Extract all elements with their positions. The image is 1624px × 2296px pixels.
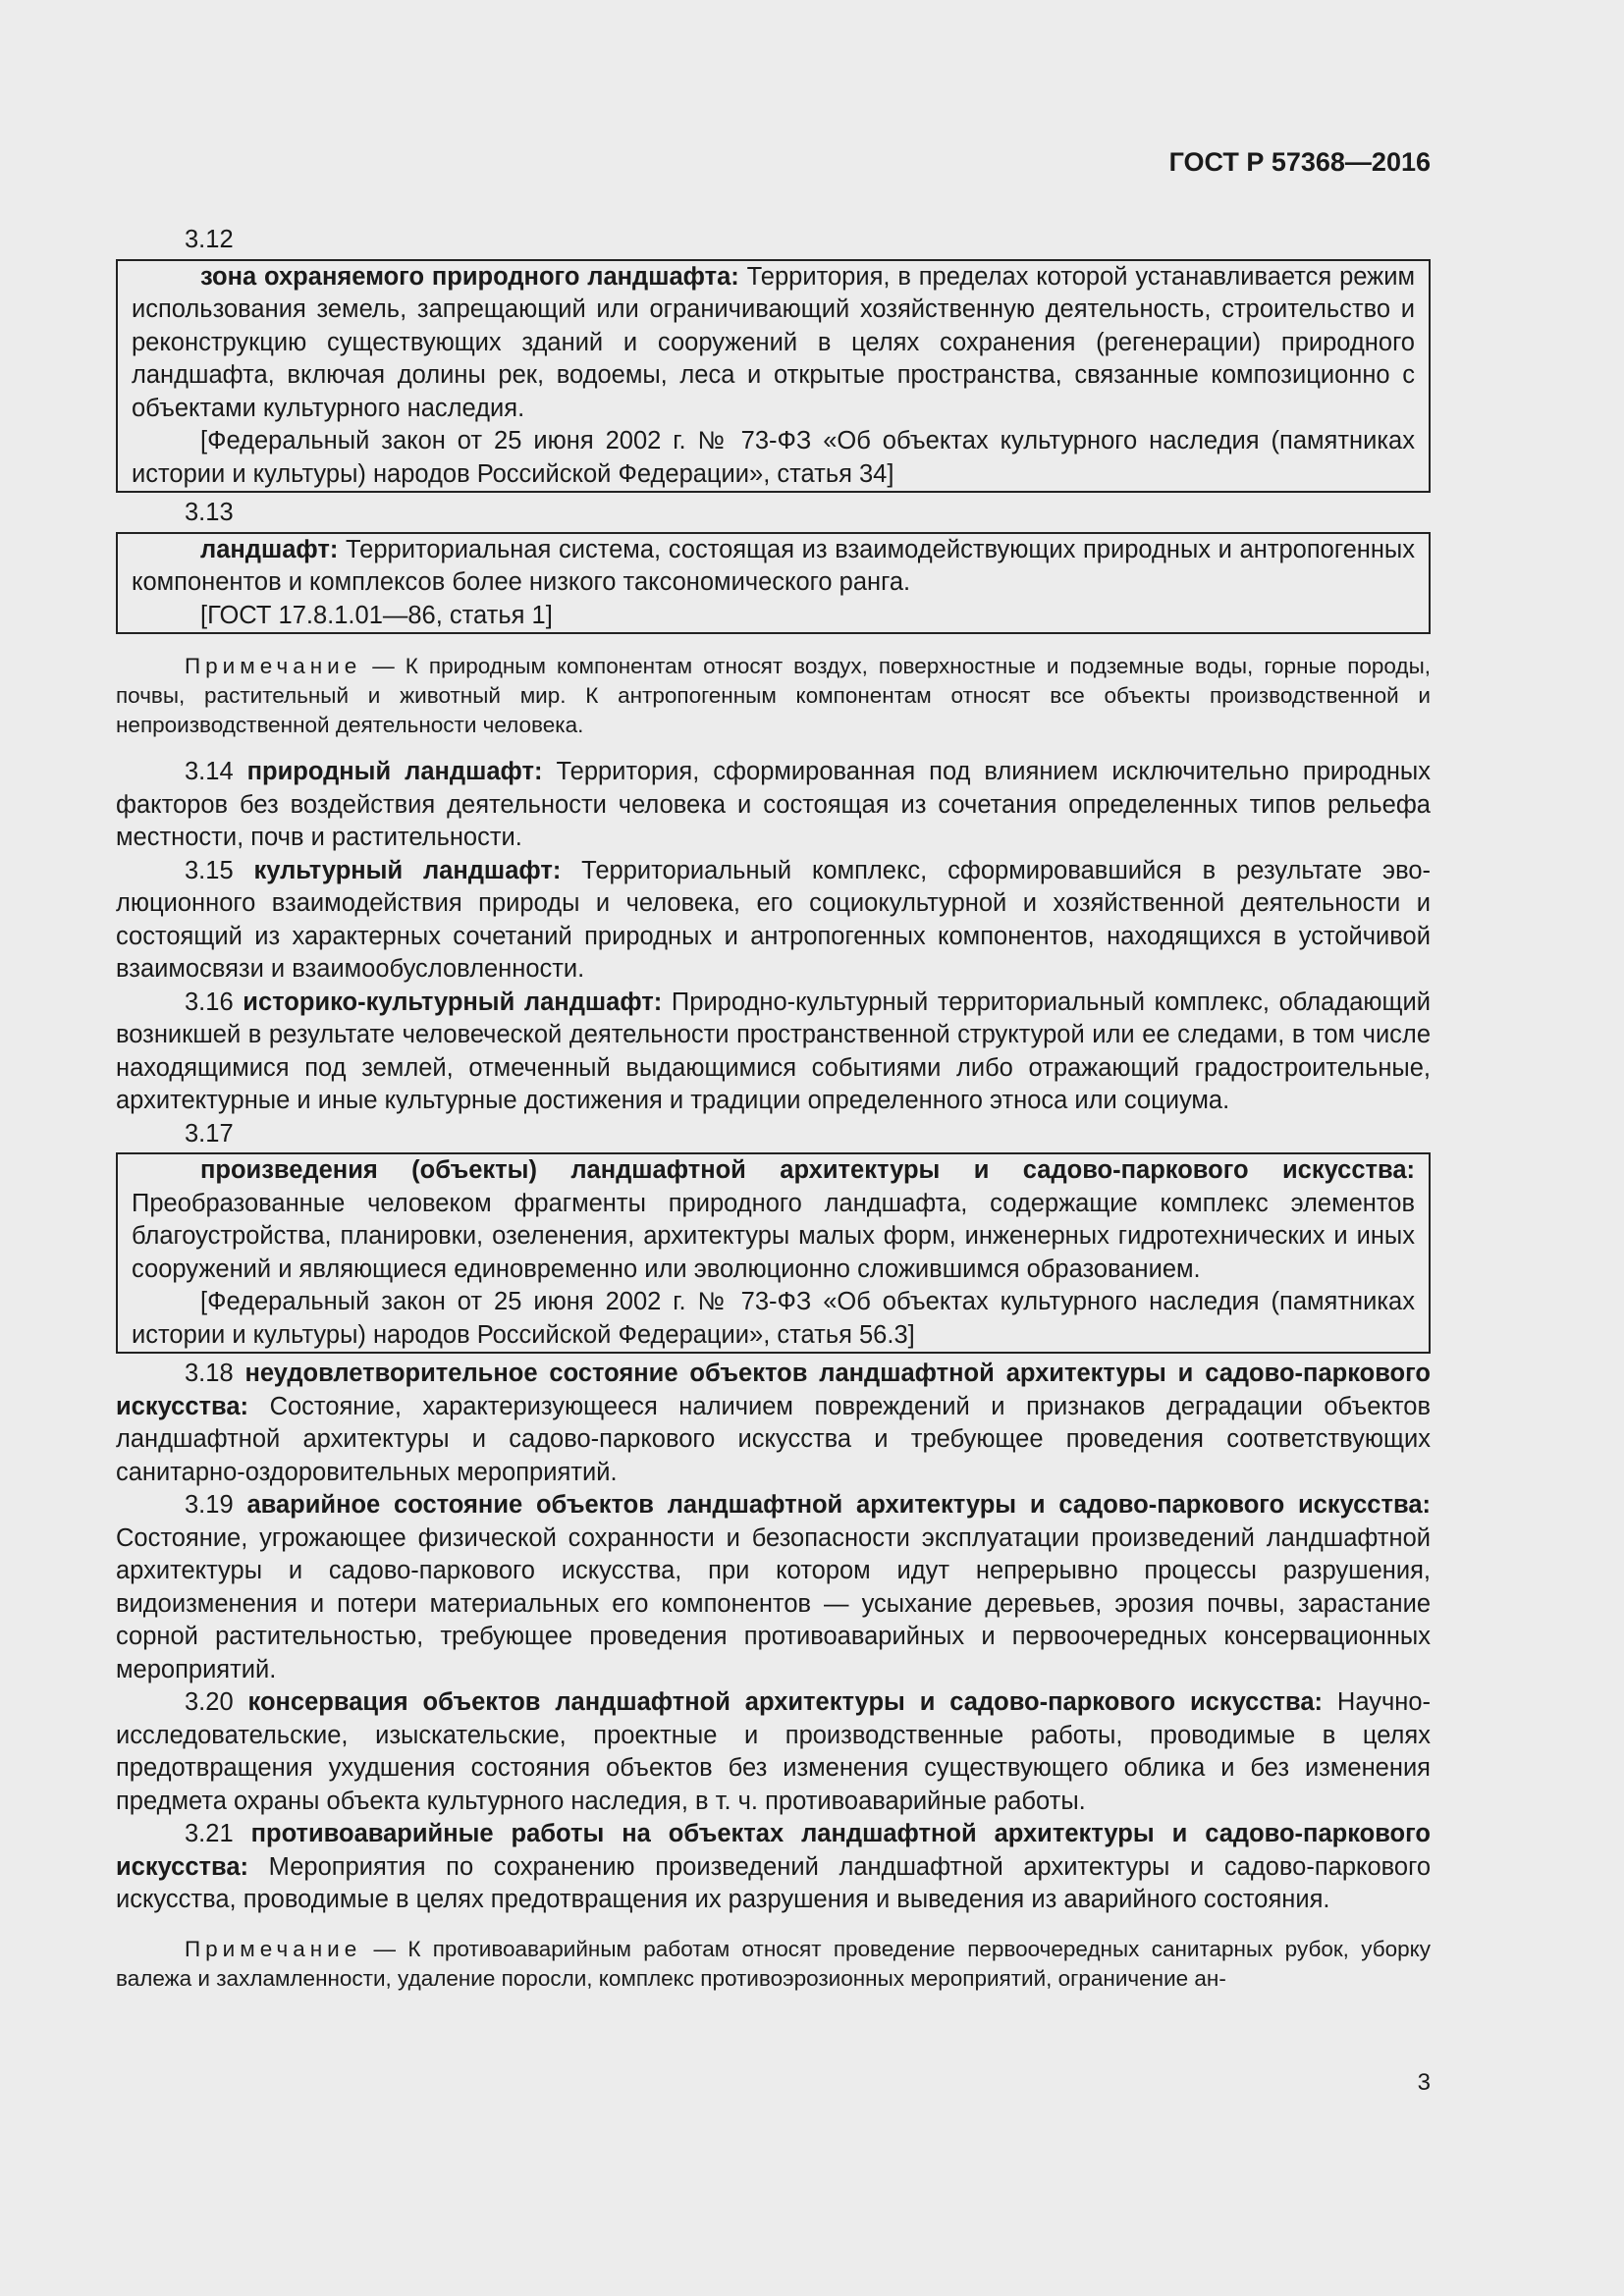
term-text: Территория, сформированная под влиянием исключительно природных факторов без воздействия деятельности человека и состоящая из сочетания определенных типов рельефа местности, почв и растительности. — [116, 758, 1431, 851]
term-number: 3.19 — [185, 1491, 247, 1519]
term-text: Территориальная система, состоящая из взаимодействующих природных и антропогенных компонентов и комплексов более низкого таксономического ранга. — [132, 535, 1415, 596]
term-number-3-17: 3.17 — [185, 1119, 234, 1148]
note-label: Примечание — [185, 654, 362, 678]
term-text: Территориальный комплекс, сформировавшийся в результате эволюционного взаимодействия природы и человека, его социокультурной и хозяйственной деятельности и состоящий из характерных сочетаний природных и антропогенных компонентов, находящихся в устойчивой взаимосвязи и взаимообусловленности. — [116, 856, 1432, 983]
term-title: природный ландшафт: — [246, 758, 543, 785]
term-number: 3.18 — [185, 1360, 245, 1387]
term-title: ландшафт: — [200, 535, 339, 563]
term-text: Состояние, характеризующееся наличием повреждений и признаков деградации объектов ландшафтной архитектуры и садово-паркового искусства и требующее проведения соответствующих санитарно-оздоровительных мероприятий. — [116, 1392, 1431, 1486]
term-3-16 — [116, 987, 1431, 1118]
term-box-3-17 — [116, 1152, 1431, 1354]
term-text: Состояние, угрожающее физической сохранности и безопасности эксплуатации произведений ландшафтной архитектуры и садово-паркового искусства, при котором идут непрерывно процессы разрушения, видоизменения и потери материальных его компонентов — усыхание деревьев, эрозия почвы, зарастание сорной растительностью, требующее проведения противоаварийных и первоочередных консервационных мероприятий. — [116, 1523, 1431, 1683]
page-number: 3 — [1417, 2069, 1431, 2096]
term-number: 3.16 — [185, 988, 244, 1016]
term-box-3-12 — [116, 259, 1431, 494]
note-text: — К противоаварийным работам относят проведение первоочередных санитарных рубок, уборку валежа и захламленности, удаление поросли, комплекс противоэрозионных мероприятий, ограничение ан- — [116, 1936, 1431, 1991]
term-3-15 — [116, 855, 1431, 987]
term-number-3-12: 3.12 — [185, 226, 234, 253]
term-3-21 — [116, 1818, 1431, 1917]
term-title: аварийное состояние объектов ландшафтной архитектуры и садово-паркового искусства: — [246, 1491, 1431, 1519]
note-text: — К природным компонентам относят воздух, поверхностные и подземные воды, горные породы, почвы, растительный и животный мир. К антропогенным компонентам относят все объекты производственной и непроизводственной деятельности человека. — [116, 654, 1431, 737]
note-label: Примечание — [185, 1936, 362, 1961]
term-source-3-17: [Федеральный закон от 25 июня 2002 г. № 73-ФЗ «Об объектах культурного наследия (памятниках истории и культуры) народов Российской Федерации», статья 56.3] — [132, 1288, 1415, 1349]
term-box-3-13 — [116, 532, 1431, 635]
term-text: Мероприятия по сохранению произведений ландшафтной архитектуры и садово-паркового искусства, проводимые в целях предотвращения их разрушения и выведения из аварийного состояния. — [116, 1852, 1431, 1913]
term-title: консервация объектов ландшафтной архитектуры и садово-паркового искусства: — [247, 1688, 1323, 1716]
term-3-14 — [116, 756, 1431, 855]
term-text: Территория, в пределах которой устанавливается режим использования земель, запрещающий или ограничивающий хозяйственную деятельность, строительство и реконструкцию существующих зданий и сооружений в целях сохранения (регенерации) природного ландшафта, включая долины рек, водоемы, леса и открытые пространства, связанные композиционно с объектами культурного наследия. — [132, 262, 1415, 422]
term-title: произведения (объекты) ландшафтной архитектуры и садово-паркового искусства: — [200, 1156, 1415, 1184]
note-1 — [116, 652, 1431, 740]
term-3-19 — [116, 1489, 1431, 1686]
document-body — [116, 224, 1431, 2009]
term-title: зона охраняемого природного ландшафта: — [200, 262, 739, 291]
term-title: противоаварийные работы на объектах ландшафтной архитектуры и садово-паркового искусства: — [116, 1820, 1431, 1881]
term-number-3-13: 3.13 — [185, 499, 234, 526]
term-source-3-12: [Федеральный закон от 25 июня 2002 г. № 73-ФЗ «Об объектах культурного наследия (памятниках истории и культуры) народов Российской Федерации», статья 34] — [132, 427, 1415, 488]
term-number: 3.14 — [185, 758, 247, 785]
term-text: Преобразованные человеком фрагменты природного ландшафта, содержащие комплекс элементов благоустройства, планировки, озеленения, архитектуры малых форм, инженерных гидротехнических и иных сооружений и являющиеся единовременно или эволюционно сложившимся образованием. — [132, 1189, 1415, 1283]
term-number: 3.20 — [185, 1688, 248, 1716]
term-title: неудовлетворительное состояние объектов ландшафтной архитектуры и садово-паркового искусства: — [116, 1360, 1431, 1420]
term-text: Научно-исследовательские, изыскательские, проектные и производственные работы, проводимые в целях предотвращения ухудшения состояния объектов без изменения существующего облика и без изменения предмета охраны объекта культурного наследия, в т. ч. противоаварийные работы. — [116, 1688, 1431, 1815]
term-definition-3-17 — [132, 1154, 1415, 1286]
term-source-3-13: [ГОСТ 17.8.1.01—86, статья 1] — [200, 601, 553, 629]
term-number: 3.21 — [185, 1820, 251, 1847]
term-3-18 — [116, 1358, 1431, 1489]
term-title: культурный ландшафт: — [253, 856, 562, 884]
term-3-20 — [116, 1686, 1431, 1818]
note-2 — [116, 1935, 1431, 1994]
document-code: ГОСТ Р 57368—2016 — [1168, 147, 1431, 177]
term-text: Природно-культурный территориальный комплекс, обладающий возникшей в результате человеческой деятельности пространственной структурой или ее следами, в том числе находящимися под землей, отмеченный выдающимися событиями либо отражающий градостроительные, архитектурные и иные культурные достижения и традиции определенного этноса или социума. — [116, 988, 1431, 1114]
term-definition-3-12 — [132, 261, 1415, 426]
term-title: историко-культурный ландшафт: — [243, 988, 663, 1016]
term-number: 3.15 — [185, 856, 254, 884]
term-definition-3-13 — [132, 534, 1415, 600]
